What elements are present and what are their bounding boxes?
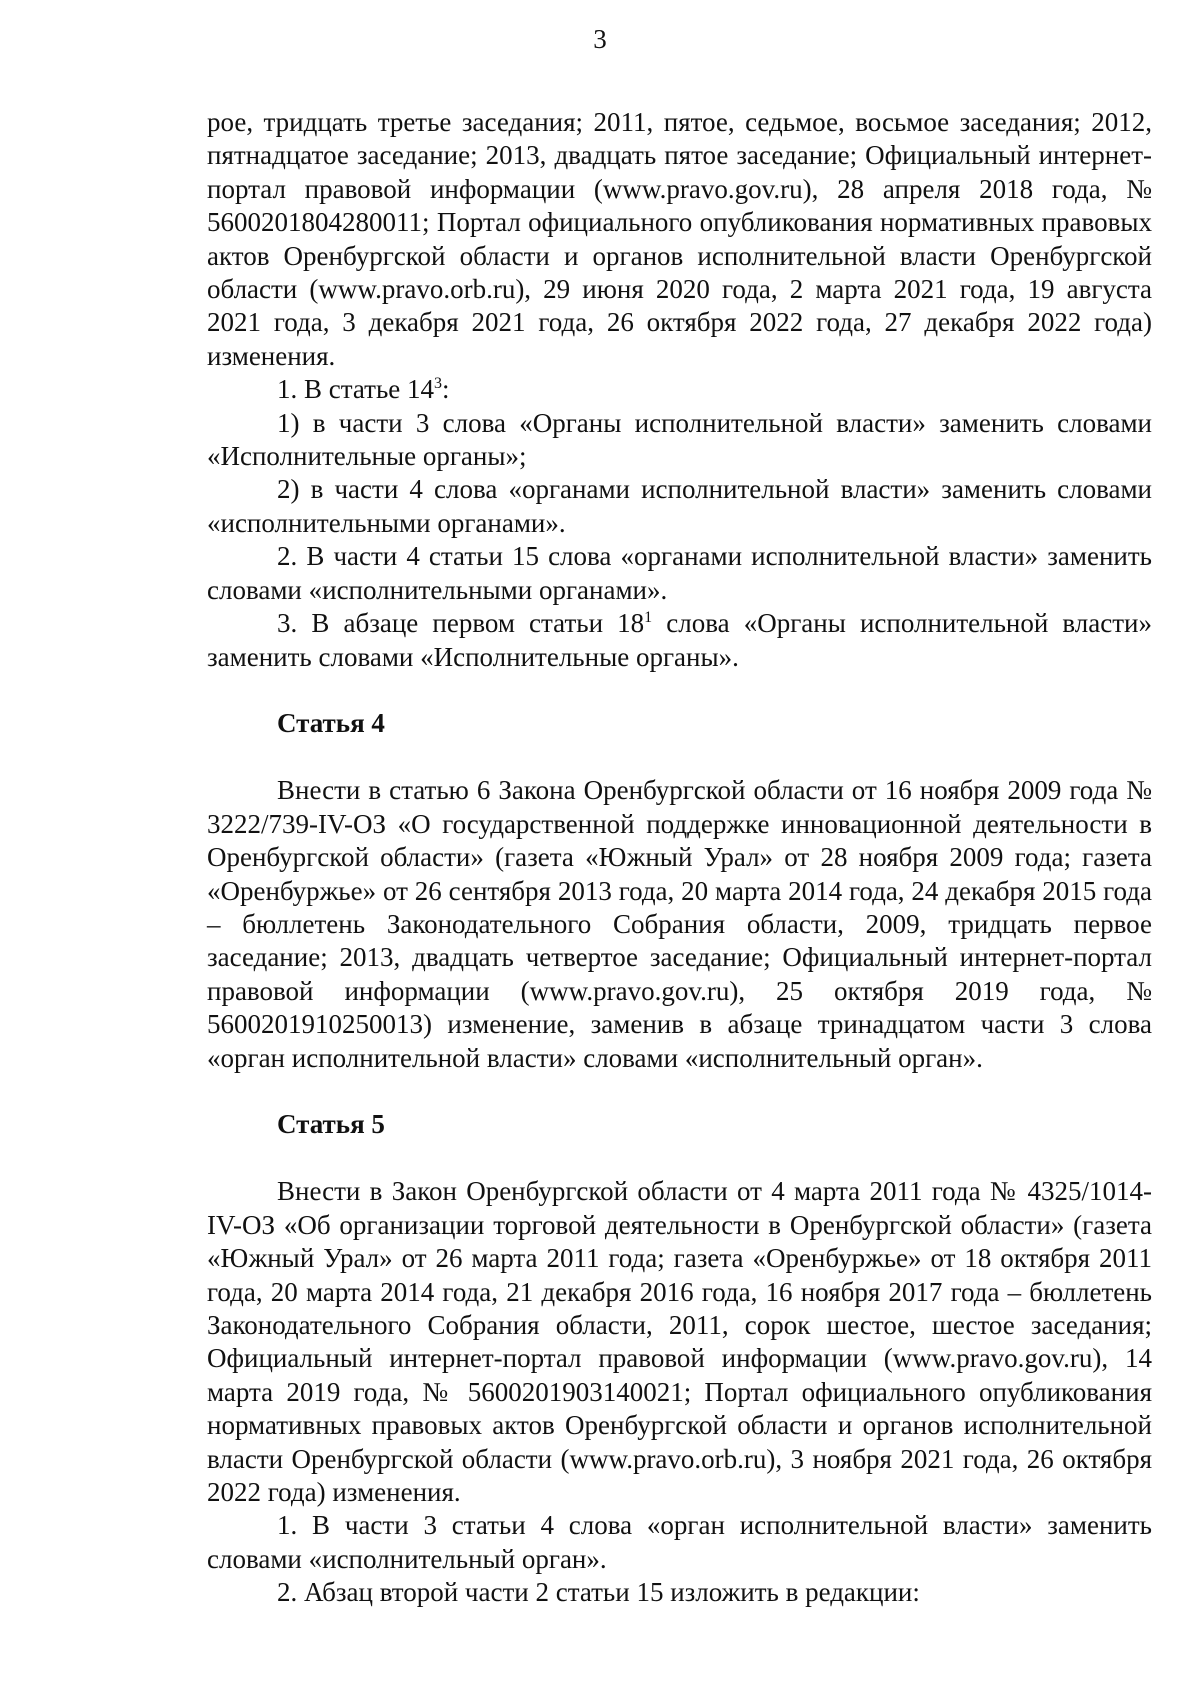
item-1-text: 1. В статье 14 <box>277 374 435 405</box>
paragraph-subitem-1: 1) в части 3 слова «Органы исполнительной власти» заменить словами «Исполнительные органы»; <box>207 407 1152 472</box>
document-body <box>207 106 1152 1610</box>
paragraph-item-1 <box>207 373 1152 406</box>
page-number: 3 <box>593 24 607 54</box>
paragraph-continuation: рое, тридцать третье заседания; 2011, пятое, седьмое, восьмое заседания; 2012, пятнадцатое заседание; 2013, двадцать пятое заседание; Официальный интернет-портал правовой информации (www.pravo.gov.ru), 28 апреля 2018 года, № 5600201804280011; Портал официального опубликования нормативных правовых актов Оренбургской области и органов исполнительной власти Оренбургской области (www.pravo.orb.ru), 29 июня 2020 года, 2 марта 2021 года, 19 августа 2021 года, 3 декабря 2021 года, 26 октября 2022 года, 27 декабря 2022 года) изменения. <box>207 107 1152 371</box>
item-3-text-start: 3. В абзаце первом статьи 18 <box>277 608 645 639</box>
article-5-item-1: 1. В части 3 статьи 4 слова «орган исполнительной власти» заменить словами «исполнительный орган». <box>207 1510 1152 1574</box>
article-5-item-2: 2. Абзац второй части 2 статьи 15 изложить в редакции: <box>277 1577 920 1608</box>
article-5-heading: Статья 5 <box>277 1108 385 1139</box>
item-1-superscript: 3 <box>434 375 443 393</box>
paragraph-item-2: 2. В части 4 статьи 15 слова «органами исполнительной власти» заменить словами «исполнительными органами». <box>207 541 1152 605</box>
article-4-heading: Статья 4 <box>277 707 385 738</box>
item-3-superscript: 1 <box>644 609 653 627</box>
paragraph-subitem-2: 2) в части 4 слова «органами исполнительной власти» заменить словами «исполнительными органами». <box>207 474 1152 538</box>
article-5-text: Внести в Закон Оренбургской области от 4 марта 2011 года № 4325/1014-IV-ОЗ «Об организации торговой деятельности в Оренбургской области» (газета «Южный Урал» от 26 марта 2011 года; газета «Оренбуржье» от 18 октября 2011 года, 20 марта 2014 года, 21 декабря 2016 года, 16 ноября 2017 года – бюллетень Законодательного Собрания области, 2011, сорок шестое, шестое заседания; Официальный интернет-портал правовой информации (www.pravo.gov.ru), 14 марта 2019 года, № 5600201903140021; Портал официального опубликования нормативных правовых актов Оренбургской области и органов исполнительной власти Оренбургской области (www.pravo.orb.ru), 3 ноября 2021 года, 26 октября 2022 года) изменения. <box>207 1176 1152 1508</box>
article-4-text: Внести в статью 6 Закона Оренбургской области от 16 ноября 2009 года № 3222/739-IV-ОЗ «О государственной поддержке инновационной деятельности в Оренбургской области» (газета «Южный Урал» от 28 ноября 2009 года; газета «Оренбуржье» от 26 сентября 2013 года, 20 марта 2014 года, 24 декабря 2015 года – бюллетень Законодательного Собрания области, 2009, тридцать первое заседание; 2013, двадцать четвертое заседание; Официальный интернет-портал правовой информации (www.pravo.gov.ru), 25 октября 2019 года, № 5600201910250013) изменение, заменив в абзаце тринадцатом части 3 слова «орган исполнительной власти» словами «исполнительный орган». <box>207 775 1152 1073</box>
paragraph-item-3 <box>207 607 1152 674</box>
item-1-colon: : <box>442 374 450 405</box>
item-3-text-end: слова «Органы исполнительной власти» заменить словами «Исполнительные органы». <box>207 608 1153 672</box>
